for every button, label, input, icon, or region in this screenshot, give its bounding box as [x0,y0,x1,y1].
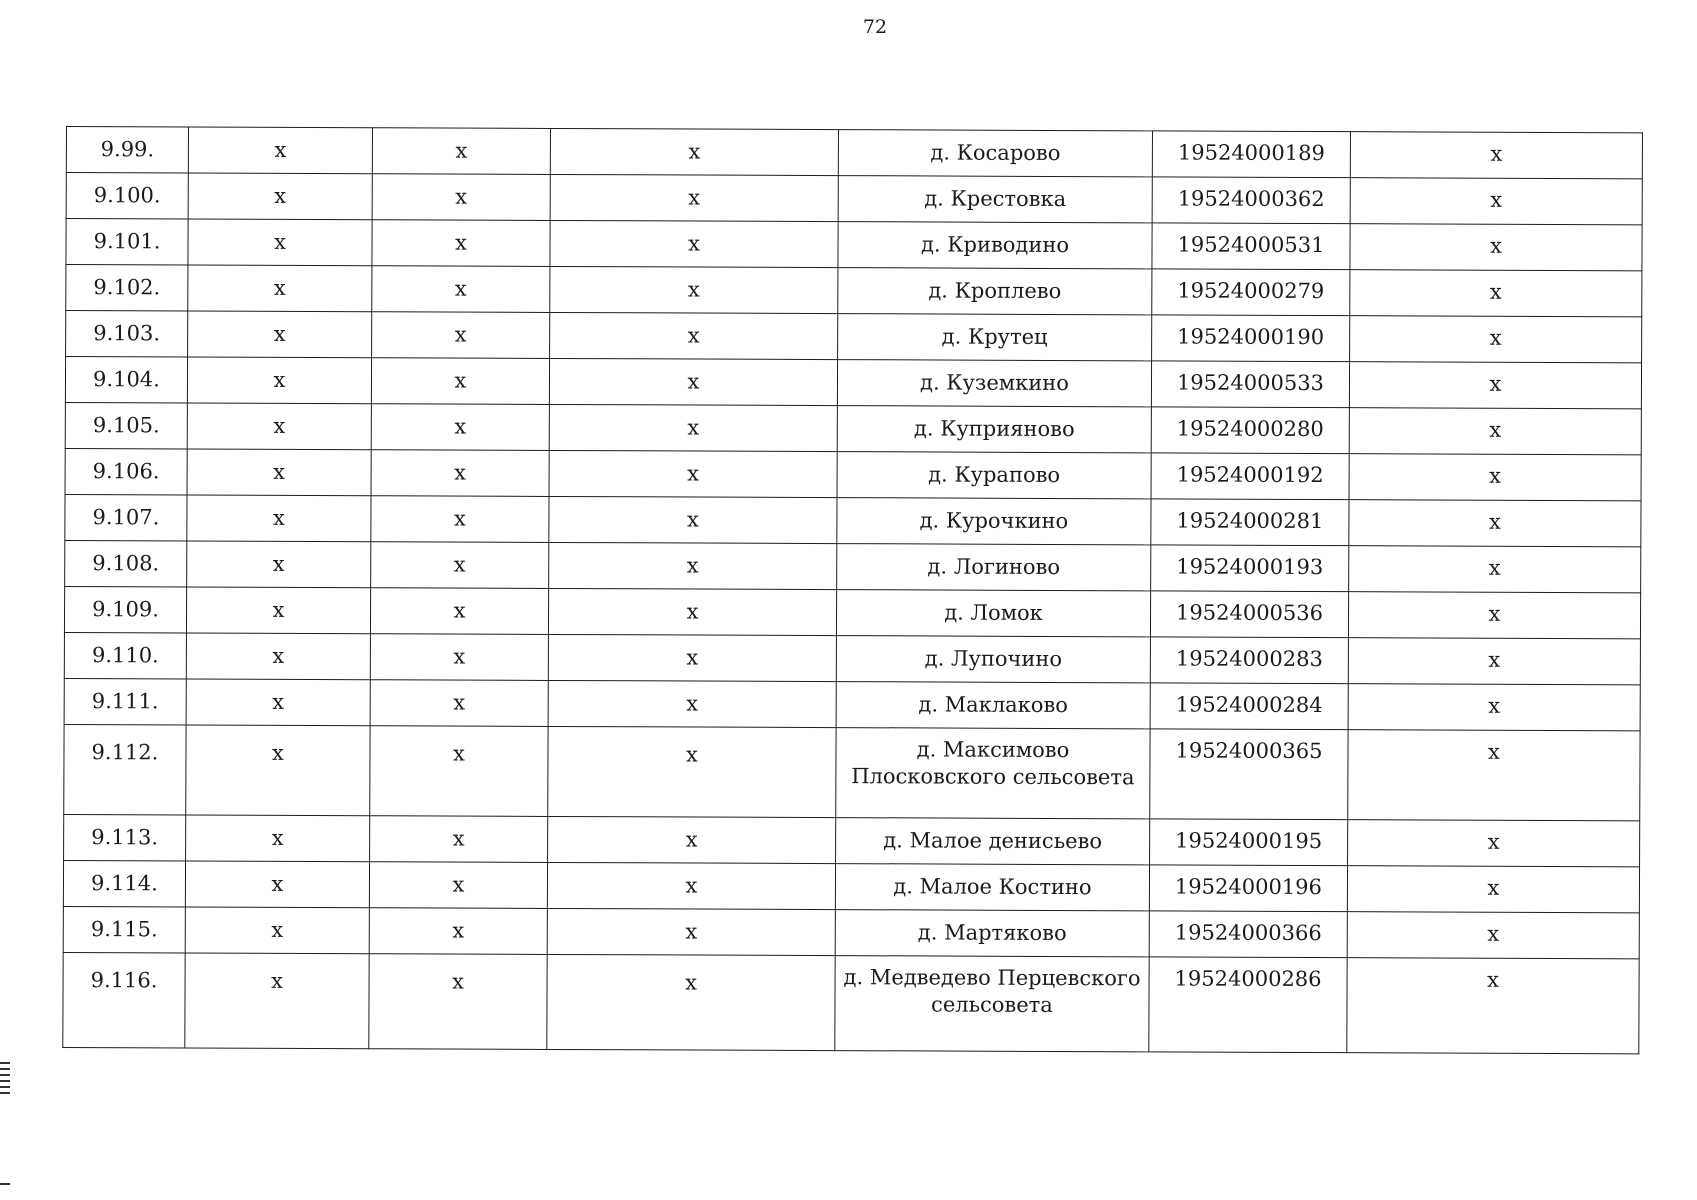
oktmo-code-cell: 19524000531 [1152,223,1350,270]
row-number-cell: 9.111. [64,678,186,724]
settlement-name-cell: д. Лупочино [836,636,1150,683]
settlement-name-cell: д. Малое денисьево [836,818,1150,865]
x-cell: x [186,679,370,726]
x-cell: x [1350,270,1642,317]
x-cell: x [370,588,548,635]
x-cell: x [187,541,371,588]
table-row [66,265,1642,317]
x-cell: x [549,358,837,405]
x-cell: x [369,862,547,909]
x-cell: x [371,358,549,405]
oktmo-code-cell: 19524000280 [1151,407,1349,454]
oktmo-code-cell: 19524000192 [1151,453,1349,500]
x-cell: x [1347,912,1639,959]
settlement-name-cell: д. Куземкино [837,360,1151,407]
x-cell: x [1350,178,1642,225]
settlement-name-cell: д. Медведево Перцевского сельсовета [835,956,1149,1052]
settlement-name-cell: д. Ломок [836,590,1150,637]
x-cell: x [186,725,370,816]
oktmo-code-cell: 19524000284 [1150,683,1348,730]
row-number-cell: 9.100. [66,173,188,219]
settlement-name-cell: д. Крестовка [838,176,1152,223]
x-cell: x [370,816,548,863]
x-cell: x [547,954,835,1050]
page-number: 72 [862,16,888,38]
row-number-cell: 9.110. [64,632,186,678]
x-cell: x [185,907,369,954]
x-cell: x [369,954,547,1050]
settlement-name-cell: д. Маклаково [836,682,1150,729]
x-cell: x [372,174,550,221]
row-number-cell: 9.112. [64,724,186,814]
x-cell: x [1348,638,1640,685]
x-cell: x [370,634,548,681]
x-cell: x [186,587,370,634]
table-row [66,173,1642,225]
oktmo-code-cell: 19524000286 [1149,957,1347,1053]
table-row [66,311,1642,363]
margin-mark [0,1183,10,1185]
row-number-cell: 9.101. [66,219,188,265]
x-cell: x [550,128,838,175]
x-cell: x [371,496,549,543]
table-row [66,127,1642,179]
x-cell: x [1350,132,1642,179]
x-cell: x [549,542,837,589]
settlement-name-cell: д. Кроплево [838,268,1152,315]
x-cell: x [185,861,369,908]
row-number-cell: 9.106. [65,448,187,494]
table-row [63,952,1639,1053]
settlement-name-cell: д. Малое Костино [835,864,1149,911]
x-cell: x [548,726,836,817]
x-cell: x [1348,820,1640,867]
table-row [65,494,1641,546]
x-cell: x [1348,730,1640,821]
settlements-table-container [62,126,1642,1054]
x-cell: x [186,633,370,680]
x-cell: x [187,403,371,450]
x-cell: x [1347,958,1639,1054]
x-cell: x [372,220,550,267]
x-cell: x [370,726,548,817]
x-cell: x [187,357,371,404]
x-cell: x [549,496,837,543]
x-cell: x [372,266,550,313]
row-number-cell: 9.115. [63,906,185,952]
oktmo-code-cell: 19524000365 [1150,729,1348,820]
x-cell: x [547,908,835,955]
x-cell: x [1350,316,1642,363]
x-cell: x [1350,224,1642,271]
x-cell: x [549,404,837,451]
table-row [63,860,1639,912]
x-cell: x [372,312,550,359]
table-row [64,814,1640,866]
x-cell: x [548,816,836,863]
row-number-cell: 9.114. [63,860,185,906]
x-cell: x [1349,362,1641,409]
x-cell: x [187,449,371,496]
oktmo-code-cell: 19524000193 [1151,545,1349,592]
x-cell: x [188,219,372,266]
x-cell: x [188,265,372,312]
row-number-cell: 9.113. [64,814,186,860]
table-row [65,540,1641,592]
settlement-name-cell: д. Максимово Плосковского сельсовета [836,728,1150,819]
settlement-name-cell: д. Логиново [837,544,1151,591]
x-cell: x [1348,684,1640,731]
oktmo-code-cell: 19524000189 [1152,131,1350,178]
oktmo-code-cell: 19524000279 [1152,269,1350,316]
x-cell: x [1348,592,1640,639]
oktmo-code-cell: 19524000366 [1149,911,1347,958]
table-row [64,632,1640,684]
oktmo-code-cell: 19524000533 [1151,361,1349,408]
settlement-name-cell: д. Мартяково [835,910,1149,957]
oktmo-code-cell: 19524000362 [1152,177,1350,224]
x-cell: x [548,588,836,635]
x-cell: x [1349,500,1641,547]
x-cell: x [550,174,838,221]
x-cell: x [372,128,550,175]
row-number-cell: 9.116. [63,952,185,1047]
x-cell: x [371,450,549,497]
oktmo-code-cell: 19524000536 [1150,591,1348,638]
table-row [64,724,1640,820]
table-row [65,402,1641,454]
settlement-name-cell: д. Крутец [838,314,1152,361]
x-cell: x [185,953,369,1049]
x-cell: x [188,127,372,174]
table-body [63,127,1643,1054]
row-number-cell: 9.103. [66,311,188,357]
x-cell: x [550,312,838,359]
x-cell: x [371,542,549,589]
table-row [65,357,1641,409]
row-number-cell: 9.104. [65,357,187,403]
x-cell: x [547,862,835,909]
x-cell: x [1347,866,1639,913]
settlements-table [62,126,1643,1054]
x-cell: x [188,173,372,220]
x-cell: x [1349,454,1641,501]
oktmo-code-cell: 19524000195 [1150,819,1348,866]
x-cell: x [550,220,838,267]
x-cell: x [187,495,371,542]
oktmo-code-cell: 19524000190 [1152,315,1350,362]
row-number-cell: 9.107. [65,494,187,540]
settlement-name-cell: д. Курочкино [837,498,1151,545]
table-row [63,906,1639,958]
x-cell: x [371,404,549,451]
oktmo-code-cell: 19524000196 [1149,865,1347,912]
x-cell: x [188,311,372,358]
x-cell: x [370,680,548,727]
settlement-name-cell: д. Косарово [838,130,1152,177]
table-row [66,219,1642,271]
x-cell: x [549,450,837,497]
x-cell: x [548,680,836,727]
oktmo-code-cell: 19524000283 [1150,637,1348,684]
x-cell: x [548,634,836,681]
row-number-cell: 9.105. [65,402,187,448]
settlement-name-cell: д. Курапово [837,452,1151,499]
oktmo-code-cell: 19524000281 [1151,499,1349,546]
x-cell: x [1349,546,1641,593]
margin-ticks [0,1062,10,1098]
x-cell: x [1349,408,1641,455]
settlement-name-cell: д. Криводино [838,222,1152,269]
x-cell: x [186,815,370,862]
row-number-cell: 9.99. [66,127,188,173]
row-number-cell: 9.109. [64,586,186,632]
row-number-cell: 9.102. [66,265,188,311]
x-cell: x [369,908,547,955]
x-cell: x [550,266,838,313]
row-number-cell: 9.108. [65,540,187,586]
table-row [65,448,1641,500]
table-row [64,678,1640,730]
settlement-name-cell: д. Куприяново [837,406,1151,453]
table-row [64,586,1640,638]
